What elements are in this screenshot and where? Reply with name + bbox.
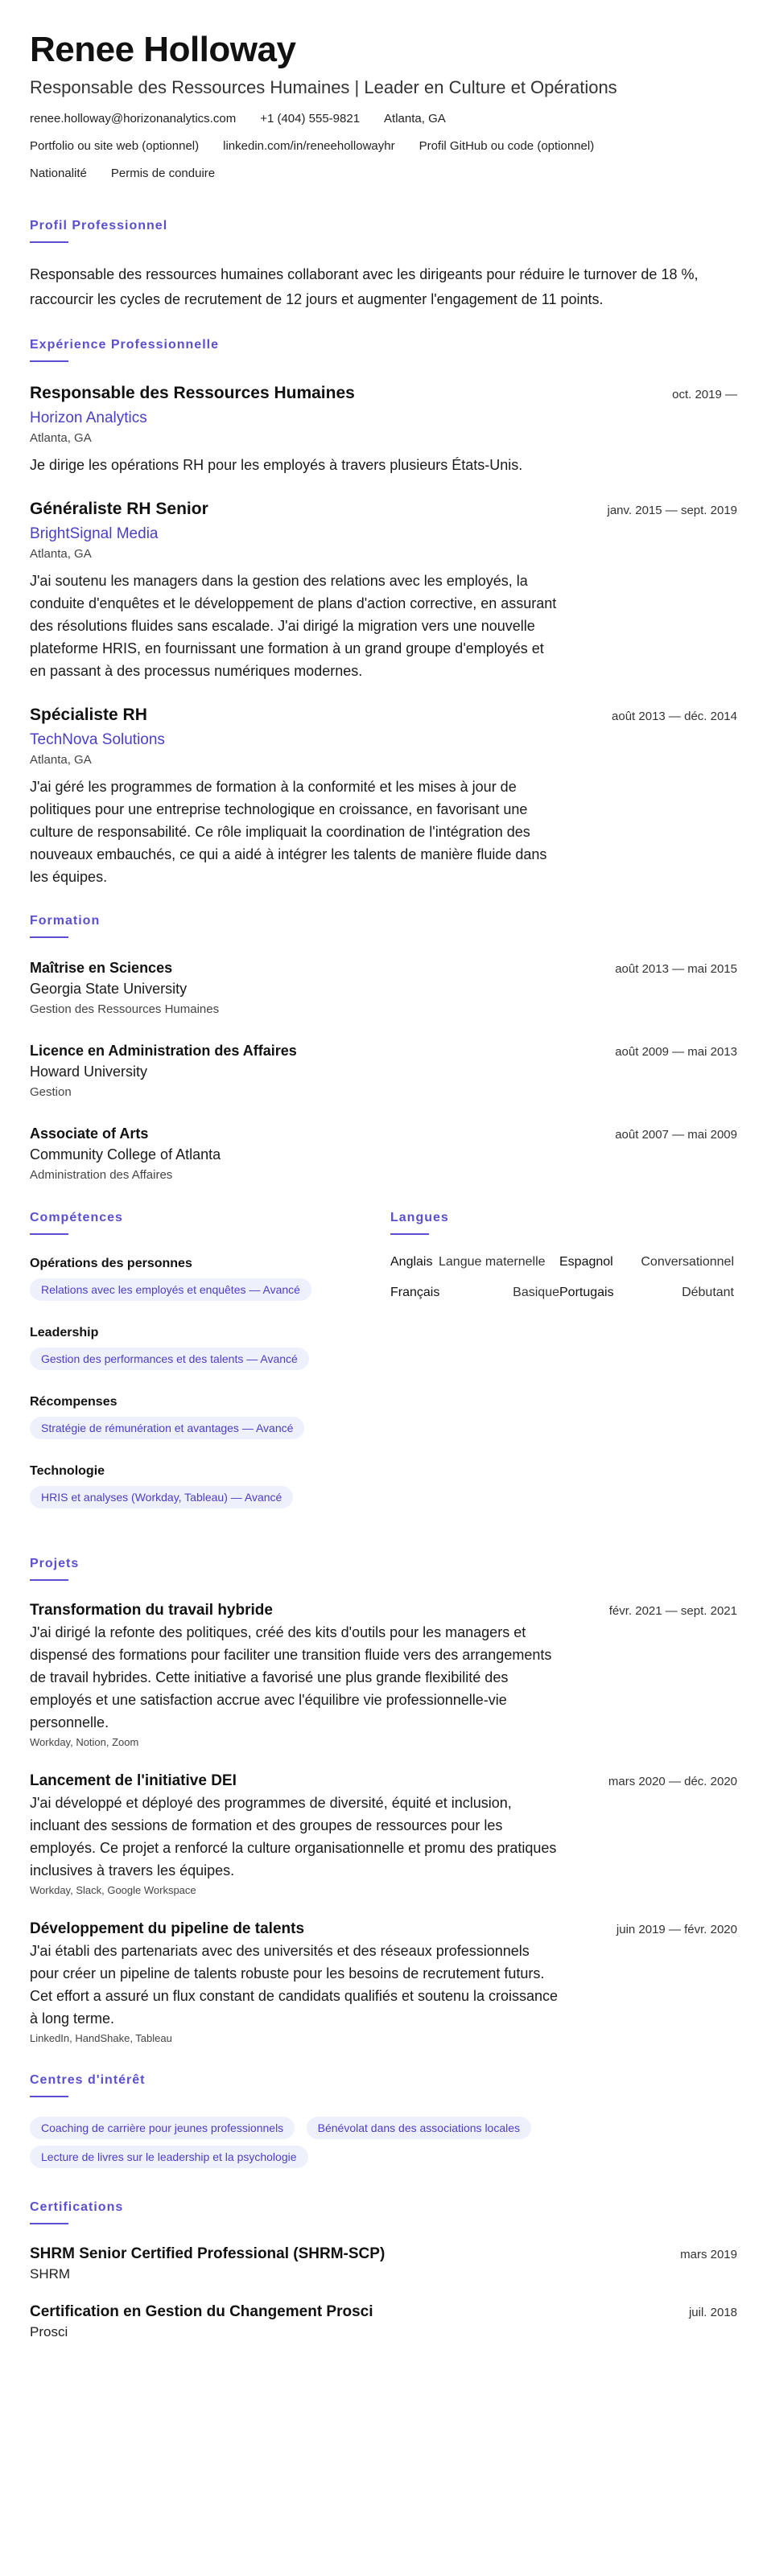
project-description: J'ai établi des partenariats avec des universités et des réseaux professionnels pour créer un pipeline de talents robuste pour les besoins de recrutement futurs. Cet effort a assuré un flux constant de candidats qualifiés et soutenu la croissance à long terme. — [30, 1943, 559, 2027]
section-divider — [30, 1579, 68, 1581]
job-description: Je dirige les opérations RH pour les employés à travers plusieurs États-Unis. — [30, 457, 523, 473]
certification-item — [30, 2244, 737, 2284]
company-name: TechNova Solutions — [30, 731, 165, 748]
skill-group — [30, 1462, 390, 1515]
interest-tag: Lecture de livres sur le leadership et la psychologie — [30, 2146, 308, 2168]
field-of-study: Gestion — [30, 1085, 72, 1099]
experience-item — [30, 497, 737, 682]
language-name: Portugais — [559, 1286, 614, 1299]
project-item — [30, 1919, 737, 2047]
interests-list — [30, 2117, 737, 2175]
profile-summary: Responsable des ressources humaines collaborant avec les dirigeants pour réduire le turnover de 18 %, raccourcir les cycles de recrutement de 12 jours et augmenter l'engagement de 11 points. — [30, 266, 699, 307]
experience-item — [30, 703, 737, 888]
languages-list — [390, 1254, 737, 1301]
job-title: Spécialiste RH — [30, 706, 147, 724]
section-divider — [390, 1233, 429, 1235]
certification-issuer: Prosci — [30, 2324, 68, 2339]
skill-category: Récompenses — [30, 1395, 118, 1409]
language-level: Langue maternelle — [439, 1255, 546, 1269]
project-description: J'ai développé et déployé des programmes de diversité, équité et inclusion, incluant des sessions de formation et des groupes de ressources pour les employés. Ce projet a renforcé la culture organisationnelle et promu des pratiques inclusives à travers les équipes. — [30, 1795, 557, 1879]
certification-date: juil. 2018 — [688, 2306, 737, 2319]
section-divider — [30, 2096, 68, 2097]
section-title: Projets — [30, 1557, 80, 1570]
profile-section — [30, 217, 737, 312]
headline: Responsable des Ressources Humaines | Leader en Culture et Opérations — [30, 77, 617, 97]
job-dates: janv. 2015 — sept. 2019 — [607, 504, 737, 517]
education-item — [30, 1123, 737, 1185]
school: Georgia State University — [30, 981, 188, 997]
interest-tag: Coaching de carrière pour jeunes professionnels — [30, 2117, 295, 2139]
project-tools: Workday, Notion, Zoom — [30, 1736, 139, 1748]
job-description: J'ai géré les programmes de formation à la conformité et les mises à jour de politiques pour une entreprise technologique en croissance, en favorisant une culture de responsabilité. Ce rôle impliquait la coordination de l'intégration des nouveaux embauchés, ce qui a aidé à intégrer les talents de manière fluide dans les équipes. — [30, 779, 547, 885]
section-title: Compétences — [30, 1211, 123, 1224]
location: Atlanta, GA — [384, 112, 446, 126]
skill-group — [30, 1393, 390, 1446]
languages-column — [390, 1209, 737, 1531]
linkedin-link[interactable]: linkedin.com/in/reneehollowayhr — [223, 139, 395, 153]
skill-tag: HRIS et analyses (Workday, Tableau) — Avancé — [30, 1486, 293, 1508]
skill-group — [30, 1254, 390, 1307]
project-item — [30, 1600, 737, 1751]
degree: Maîtrise en Sciences — [30, 960, 173, 976]
email[interactable]: renee.holloway@horizonanalytics.com — [30, 112, 237, 126]
skill-category: Leadership — [30, 1326, 99, 1339]
skills-languages-section — [30, 1209, 737, 1531]
language-name: Espagnol — [559, 1255, 613, 1269]
section-title: Langues — [390, 1211, 449, 1224]
language-name: Anglais — [390, 1255, 433, 1269]
skill-category: Technologie — [30, 1464, 105, 1478]
language-level: Conversationnel — [641, 1255, 734, 1269]
project-name: Transformation du travail hybride — [30, 1602, 273, 1619]
degree: Associate of Arts — [30, 1125, 149, 1142]
contact-extra — [30, 166, 737, 193]
skill-category: Opérations des personnes — [30, 1257, 192, 1270]
section-divider — [30, 360, 68, 362]
language-level: Basique — [513, 1286, 559, 1299]
section-title: Expérience Professionnelle — [30, 338, 219, 352]
skills-column — [30, 1209, 390, 1531]
field-of-study: Gestion des Ressources Humaines — [30, 1002, 220, 1016]
job-title: Généraliste RH Senior — [30, 500, 208, 518]
job-dates: oct. 2019 — — [672, 388, 737, 401]
driving-license: Permis de conduire — [110, 167, 216, 180]
project-description: J'ai dirigé la refonte des politiques, créé des kits d'outils pour les managers et dispensé des formations pour faciliter une transition fluide vers des arrangements de travail hybrides. Cette initiative a favorisé une plus grande flexibilité des employés et une satisfaction accrue avec l'équilibre vie professionnelle-vie personnelle. — [30, 1624, 552, 1730]
job-location: Atlanta, GA — [30, 431, 92, 445]
candidate-name: Renee Holloway — [30, 30, 296, 69]
job-title: Responsable des Ressources Humaines — [30, 384, 355, 402]
language-name: Français — [390, 1286, 440, 1299]
interest-tag: Bénévolat dans des associations locales — [307, 2117, 531, 2139]
job-description: J'ai soutenu les managers dans la gestion des relations avec les employés, la conduite d'enquêtes et le développement de plans d'action corrective, en assurant des résolutions fluides sans escalade. J'ai dirigé la migration vers une nouvelle plateforme HRIS, en fournissant une formation à un grand groupe d'employés et en passant à des processus numériques modernes. — [30, 573, 557, 679]
contact-info — [30, 111, 737, 138]
education-section — [30, 912, 737, 1185]
project-dates: mars 2020 — déc. 2020 — [608, 1775, 737, 1788]
project-name: Développement du pipeline de talents — [30, 1920, 305, 1937]
project-item — [30, 1771, 737, 1899]
field-of-study: Administration des Affaires — [30, 1168, 173, 1182]
section-title: Formation — [30, 914, 101, 928]
github-link[interactable]: Profil GitHub ou code (optionnel) — [419, 139, 595, 153]
phone[interactable]: +1 (404) 555-9821 — [260, 112, 361, 126]
section-divider — [30, 1233, 68, 1235]
contact-links — [30, 138, 737, 166]
company-name: Horizon Analytics — [30, 409, 147, 426]
language-level: Débutant — [682, 1286, 734, 1299]
skill-tag: Stratégie de rémunération et avantages — Avancé — [30, 1417, 304, 1439]
section-divider — [30, 2223, 68, 2224]
section-title: Certifications — [30, 2200, 124, 2214]
interests-section — [30, 2072, 737, 2175]
education-dates: août 2007 — mai 2009 — [615, 1128, 737, 1142]
certification-name: SHRM Senior Certified Professional (SHRM-SCP) — [30, 2245, 386, 2262]
projects-section — [30, 1555, 737, 2047]
resume-header — [30, 29, 737, 193]
project-tools: LinkedIn, HandShake, Tableau — [30, 2032, 172, 2044]
certification-name: Certification en Gestion du Changement Prosci — [30, 2303, 373, 2320]
project-dates: juin 2019 — févr. 2020 — [616, 1923, 737, 1936]
project-tools: Workday, Slack, Google Workspace — [30, 1884, 196, 1896]
section-divider — [30, 241, 68, 243]
certification-item — [30, 2302, 737, 2342]
school: Howard University — [30, 1064, 148, 1080]
nationality: Nationalité — [30, 167, 87, 180]
certification-date: mars 2019 — [680, 2248, 737, 2261]
project-dates: févr. 2021 — sept. 2021 — [608, 1604, 737, 1618]
experience-item — [30, 381, 737, 476]
job-dates: août 2013 — déc. 2014 — [612, 710, 737, 723]
company-name: BrightSignal Media — [30, 525, 159, 542]
degree: Licence en Administration des Affaires — [30, 1043, 297, 1059]
skill-tag: Gestion des performances et des talents — Avancé — [30, 1348, 309, 1370]
education-item — [30, 1040, 737, 1102]
certifications-section — [30, 2199, 737, 2342]
project-name: Lancement de l'initiative DEI — [30, 1772, 237, 1789]
skill-group — [30, 1323, 390, 1376]
section-title: Centres d'intérêt — [30, 2073, 146, 2087]
experience-section — [30, 336, 737, 888]
education-dates: août 2013 — mai 2015 — [615, 962, 737, 976]
job-location: Atlanta, GA — [30, 547, 92, 561]
school: Community College of Atlanta — [30, 1146, 221, 1162]
education-item — [30, 957, 737, 1019]
job-location: Atlanta, GA — [30, 753, 92, 767]
skill-tag: Relations avec les employés et enquêtes — Avancé — [30, 1278, 311, 1301]
certification-issuer: SHRM — [30, 2266, 71, 2282]
education-dates: août 2009 — mai 2013 — [615, 1045, 737, 1059]
section-divider — [30, 936, 68, 938]
section-title: Profil Professionnel — [30, 219, 168, 232]
portfolio-link[interactable]: Portfolio ou site web (optionnel) — [30, 139, 200, 153]
